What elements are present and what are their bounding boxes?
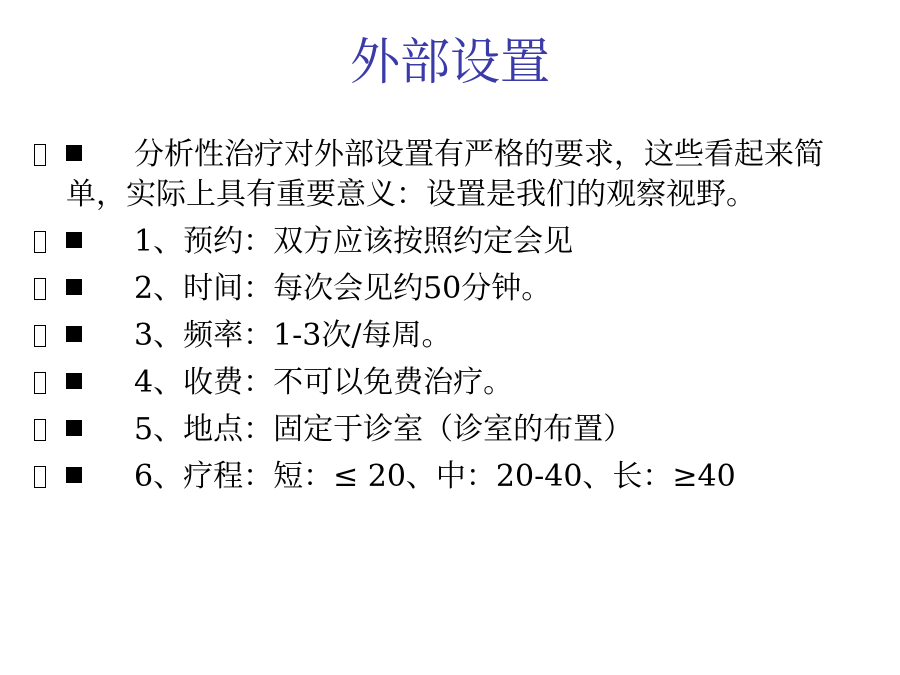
black-square-bullet-icon (66, 145, 82, 161)
black-square-bullet-icon (66, 232, 82, 248)
bullet-item (30, 222, 870, 262)
bullet-text: 5、地点：固定于诊室（诊室的布置） (134, 412, 634, 447)
black-square-bullet-icon (66, 326, 82, 342)
black-square-bullet-icon (66, 373, 82, 389)
missing-glyph-box-icon (34, 325, 46, 347)
slide-title: 外部设置 (350, 33, 550, 91)
black-square-bullet-icon (66, 279, 82, 295)
missing-glyph-box-icon (34, 466, 46, 488)
bullet-list (30, 135, 870, 504)
black-square-bullet-icon (66, 420, 82, 436)
bullet-item (30, 363, 870, 403)
missing-glyph-box-icon (34, 419, 46, 441)
bullet-item (30, 457, 870, 497)
bullet-text: 6、疗程：短：≤ 20、中：20-40、长：≥40 (134, 459, 736, 494)
missing-glyph-box-icon (34, 372, 46, 394)
missing-glyph-box-icon (34, 278, 46, 300)
black-square-bullet-icon (66, 467, 82, 483)
bullet-text: 分析性治疗对外部设置有严格的要求，这些看起来简单，实际上具有重要意义：设置是我们的观察视野。 (66, 137, 824, 212)
missing-glyph-box-icon (34, 231, 46, 253)
bullet-item (30, 316, 870, 356)
bullet-item (30, 410, 870, 450)
bullet-text: 1、预约：双方应该按照约定会见 (134, 224, 574, 259)
bullet-item (30, 269, 870, 309)
missing-glyph-box-icon (34, 144, 46, 166)
bullet-item (30, 135, 870, 215)
bullet-text: 4、收费：不可以免费治疗。 (134, 365, 514, 400)
bullet-text: 3、频率：1-3次/每周。 (134, 318, 452, 353)
bullet-text: 2、时间：每次会见约50分钟。 (134, 271, 552, 306)
